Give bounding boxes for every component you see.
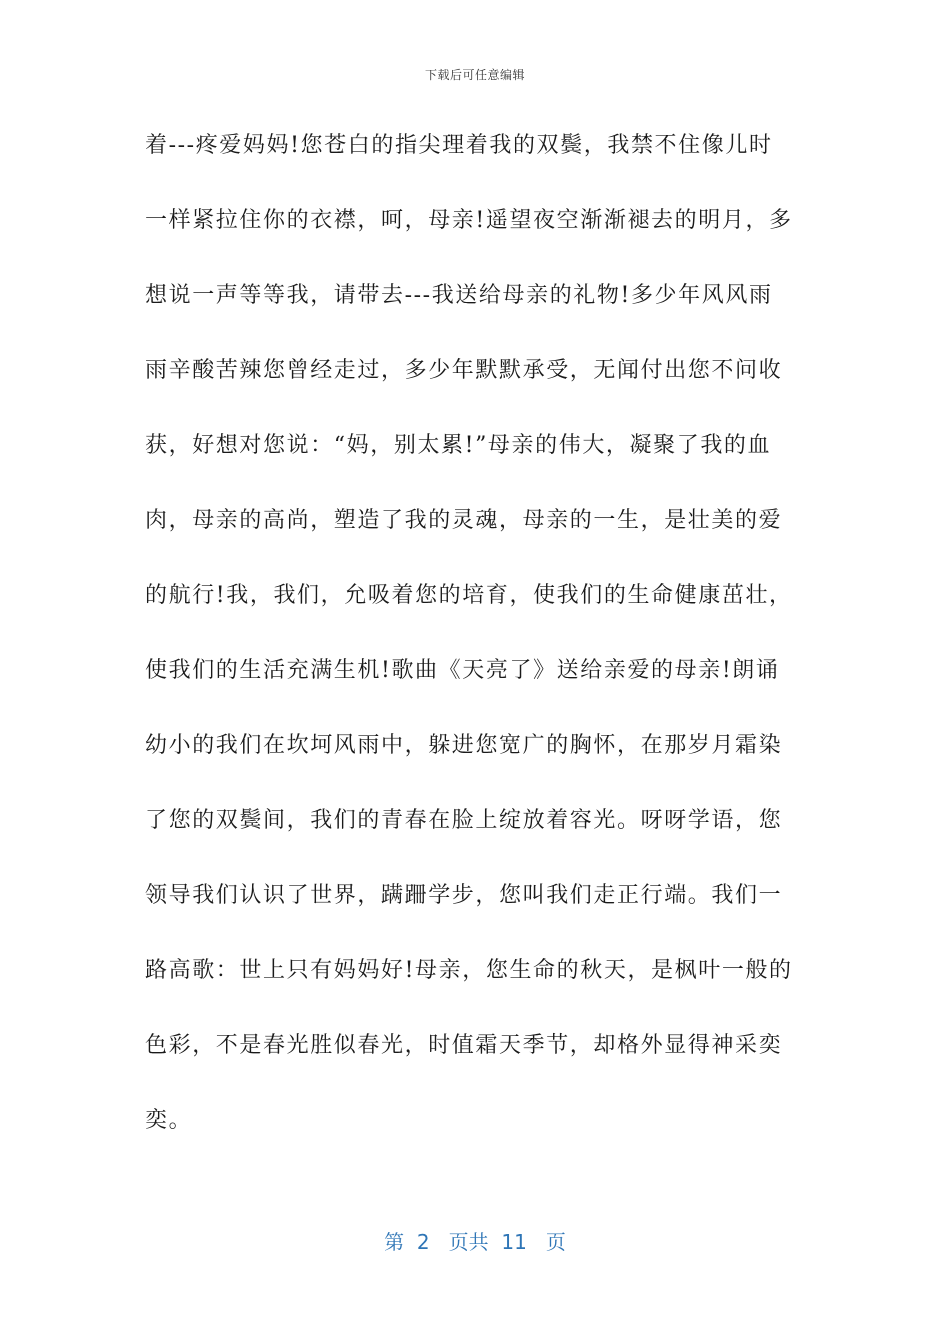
body-line: 路高歌：世上只有妈妈好!母亲，您生命的秋天，是枫叶一般的 (145, 958, 793, 983)
body-line: 使我们的生活充满生机!歌曲《天亮了》送给亲爱的母亲!朗诵 (145, 658, 780, 683)
body-line: 着---疼爱妈妈!您苍白的指尖理着我的双鬓，我禁不住像儿时 (145, 133, 773, 158)
body-line: 一样紧拉住你的衣襟，呵，母亲!遥望夜空渐渐褪去的明月，多 (145, 208, 793, 233)
body-line: 了您的双鬓间，我们的青春在脸上绽放着容光。呀呀学语，您 (145, 808, 783, 833)
download-note: 下载后可任意编辑 (424, 68, 525, 82)
document-body (145, 126, 810, 1176)
body-line: 色彩，不是春光胜似春光，时值霜天季节，却格外显得神采奕 (145, 1033, 783, 1058)
body-line: 的航行!我，我们，允吸着您的培育，使我们的生命健康茁壮， (145, 583, 793, 608)
body-line: 领导我们认识了世界，蹒跚学步，您叫我们走正行端。我们一 (145, 883, 783, 908)
page-number: 第 2 页共 11 页 (384, 1230, 566, 1254)
body-line: 获，好想对您说：“妈，别太累!”母亲的伟大，凝聚了我的血 (145, 433, 772, 458)
body-line: 奕。 (145, 1108, 193, 1133)
body-line: 想说一声等等我，请带去---我送给母亲的礼物!多少年风风雨 (145, 283, 773, 308)
body-line: 雨辛酸苦辣您曾经走过，多少年默默承受，无闻付出您不问收 (145, 358, 783, 383)
body-line: 肉，母亲的高尚，塑造了我的灵魂，母亲的一生，是壮美的爱 (145, 508, 783, 533)
body-line: 幼小的我们在坎坷风雨中，躲进您宽广的胸怀，在那岁月霜染 (145, 733, 783, 758)
